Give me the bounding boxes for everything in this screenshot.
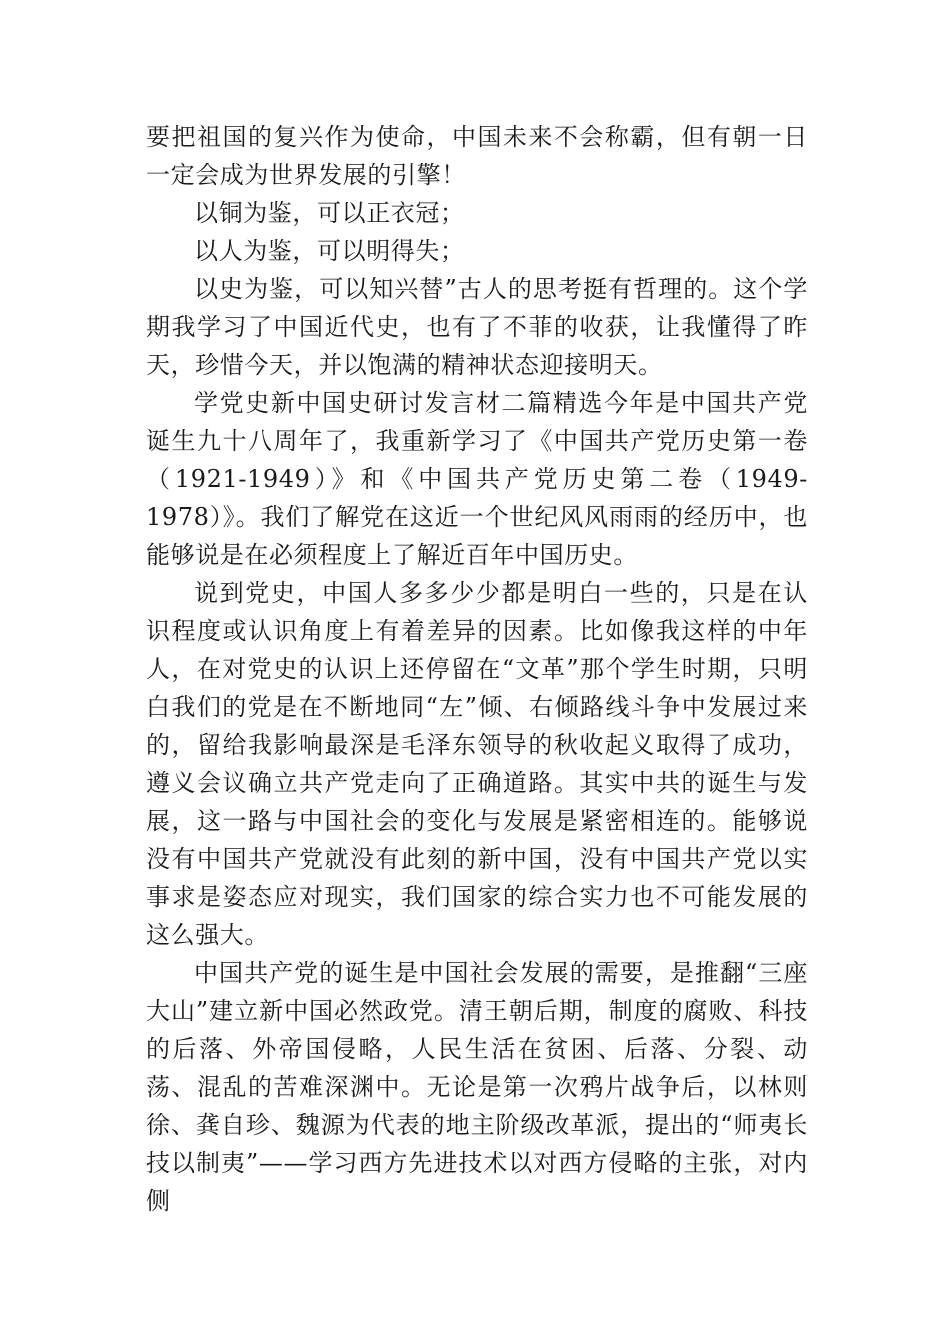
paragraph-2: 以铜为鉴，可以正衣冠； — [194, 199, 465, 227]
document-body — [146, 118, 808, 1220]
paragraph-3: 以人为鉴，可以明得失； — [194, 237, 465, 265]
paragraph-6: 说到党史，中国人多多少少都是明白一些的，只是在认识程度或认识角度上有着差异的因素。比如像我这样的中年人，在对党史的认识上还停留在“文革”那个学生时期，只明白我们的党是在不断地同“左”倾、右倾路线斗争中发展过来的，留给我影响最深是毛泽东领导的秋收起义取得了成功，遵义会议确立共产党走向了正确道路。其实中共的诞生与发展，这一路与中国社会的变化与发展是紧密相连的。能够说没有中国共产党就没有此刻的新中国，没有中国共产党以实事求是姿态应对现实，我们国家的综合实力也不可能发展的这么强大。 — [146, 579, 808, 949]
paragraph-4: 以史为鉴，可以知兴替”古人的思考挺有哲理的。这个学期我学习了中国近代史，也有了不菲的收获，让我懂得了昨天，珍惜今天，并以饱满的精神状态迎接明天。 — [146, 275, 808, 379]
paragraph-1: 要把祖国的复兴作为使命，中国未来不会称霸，但有朝一日一定会成为世界发展的引擎！ — [146, 123, 808, 189]
paragraph-5: 学党史新中国史研讨发言材二篇精选今年是中国共产党诞生九十八周年了，我重新学习了《中国共产党历史第一卷（1921-1949）》和《中国共产党历史第二卷（1949-1978）》。我们了解党在这近一个世纪风风雨雨的经历中，也能够说是在必须程度上了解近百年中国历史。 — [146, 389, 808, 569]
paragraph-7: 中国共产党的诞生是中国社会发展的需要，是推翻“三座大山”建立新中国必然政党。清王朝后期，制度的腐败、科技的后落、外帝国侵略，人民生活在贫困、后落、分裂、动荡、混乱的苦难深渊中。无论是第一次鸦片战争后，以林则徐、龚自珍、魏源为代表的地主阶级改革派，提出的“师夷长技以制夷”——学习西方先进技术以对西方侵略的主张，对内侧 — [146, 959, 808, 1215]
